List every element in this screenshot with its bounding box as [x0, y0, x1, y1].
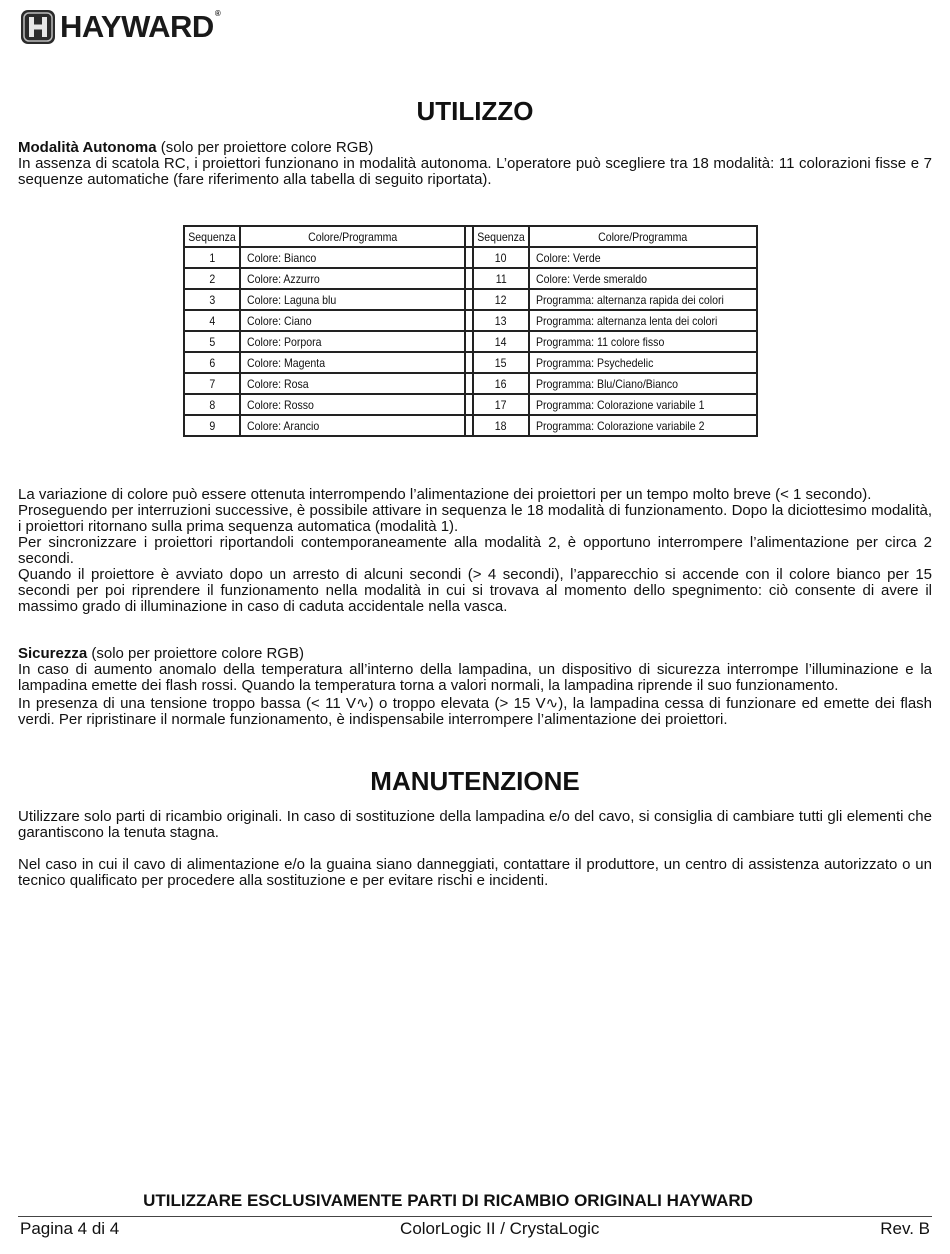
table-gap-cell	[465, 226, 473, 247]
table-row	[184, 289, 757, 310]
sicurezza-heading-line	[18, 646, 932, 662]
sequence-number-cell: 11	[473, 268, 529, 289]
autonoma-text: In assenza di scatola RC, i proiettori funzionano in modalità autonoma. L’operatore può scegliere tra 18 modalità: 11 colorazioni fisse e 7 sequenze automatiche (fare riferimento alla tabella di seguito riportata).	[18, 155, 932, 188]
color-program-cell: Colore: Rosso	[240, 394, 465, 415]
color-program-cell: Programma: Blu/Ciano/Bianco	[529, 373, 756, 394]
color-program-cell: Colore: Porpora	[240, 331, 465, 352]
page-footer	[20, 1219, 930, 1239]
sequence-number-cell: 10	[473, 247, 529, 268]
table-gap-cell	[465, 394, 473, 415]
table-row	[184, 331, 757, 352]
color-program-cell: Colore: Laguna blu	[240, 289, 465, 310]
table-row	[184, 373, 757, 394]
footer-product-name: ColorLogic II / CrystaLogic	[400, 1219, 600, 1238]
table-gap-cell	[465, 352, 473, 373]
color-program-cell: Colore: Verde	[529, 247, 756, 268]
table-header-cell: Sequenza	[473, 226, 529, 247]
manutenzione-p1: Utilizzare solo parti di ricambio originali. In caso di sostituzione della lampadina e/o del cavo, si consiglia di cambiare tutti gli elementi che garantiscono la tenuta stagna.	[18, 808, 932, 841]
color-program-cell: Colore: Arancio	[240, 415, 465, 436]
sequence-number-cell: 18	[473, 415, 529, 436]
table-row	[184, 247, 757, 268]
table-gap-cell	[465, 268, 473, 289]
section-title-manutenzione: MANUTENZIONE	[370, 766, 580, 796]
color-program-cell: Programma: Colorazione variabile 1	[529, 394, 756, 415]
sequence-number-cell: 5	[184, 331, 240, 352]
brand-name: HAYWARD®	[60, 9, 221, 44]
color-program-cell: Programma: Psychedelic	[529, 352, 756, 373]
color-program-cell: Programma: Colorazione variabile 2	[529, 415, 756, 436]
sequence-number-cell: 16	[473, 373, 529, 394]
sequence-number-cell: 14	[473, 331, 529, 352]
autonoma-section	[18, 140, 932, 188]
hayward-logo-icon	[20, 9, 56, 45]
footer-page-number: Pagina 4 di 4	[20, 1219, 120, 1238]
sicurezza-section	[18, 646, 932, 728]
table-row	[184, 394, 757, 415]
sicurezza-p2: In presenza di una tensione troppo bassa (< 11 V∿) o troppo elevata (> 15 V∿), la lampadina cessa di funzionare ed emette dei flash verdi. Per ripristinare il normale funzionamento, è indispensabile interrompere l’alimentazione dei proiettori.	[18, 695, 932, 728]
sicurezza-heading: Sicurezza	[18, 645, 88, 662]
color-program-cell: Colore: Verde smeraldo	[529, 268, 756, 289]
manutenzione-section	[18, 809, 932, 889]
table-row	[184, 352, 757, 373]
sequence-number-cell: 7	[184, 373, 240, 394]
sequence-number-cell: 12	[473, 289, 529, 310]
footer-revision: Rev. B	[880, 1219, 930, 1238]
color-program-cell: Colore: Ciano	[240, 310, 465, 331]
table-gap-cell	[465, 331, 473, 352]
sequence-number-cell: 8	[184, 394, 240, 415]
sequence-number-cell: 4	[184, 310, 240, 331]
sequence-number-cell: 9	[184, 415, 240, 436]
sequence-number-cell: 3	[184, 289, 240, 310]
sicurezza-heading-note: (solo per proiettore colore RGB)	[87, 645, 304, 662]
table-gap-cell	[465, 247, 473, 268]
variazione-p3: Per sincronizzare i proiettori riportandoli contemporaneamente alla modalità 2, è opportuno interrompere l’alimentazione per circa 2 secondi.	[18, 534, 932, 567]
sicurezza-p1: In caso di aumento anomalo della temperatura all’interno della lampadina, un dispositivo di sicurezza interrompe l’illuminazione e la lampadina emette dei flash rossi. Quando la temperatura torna a valori normali, la lampadina riprende il suo funzionamento.	[18, 661, 932, 694]
table-gap-cell	[465, 415, 473, 436]
autonoma-heading-line	[18, 140, 932, 156]
autonoma-heading: Modalità Autonoma	[18, 139, 157, 156]
variazione-p4: Quando il proiettore è avviato dopo un arresto di alcuni secondi (> 4 secondi), l’apparecchio si accende con il colore bianco per 15 secondi per poi riprendere il funzionamento nella modalità in cui si trovava al momento dello spegnimento: ciò consente di avere il massimo grado di illuminazione in caso di caduta accidentale nella vasca.	[18, 566, 932, 615]
color-program-cell: Programma: 11 colore fisso	[529, 331, 756, 352]
table-row	[184, 415, 757, 436]
table-header-cell: Colore/Programma	[240, 226, 465, 247]
sequence-number-cell: 1	[184, 247, 240, 268]
table-gap-cell	[465, 373, 473, 394]
color-program-cell: Colore: Magenta	[240, 352, 465, 373]
sequence-number-cell: 2	[184, 268, 240, 289]
hayward-logo	[20, 9, 220, 45]
color-program-cell: Programma: alternanza lenta dei colori	[529, 310, 756, 331]
sequence-table	[183, 225, 758, 437]
section-title-utilizzo: UTILIZZO	[416, 96, 534, 126]
color-program-cell: Colore: Bianco	[240, 247, 465, 268]
footer-notice: UTILIZZARE ESCLUSIVAMENTE PARTI DI RICAMBIO ORIGINALI HAYWARD	[143, 1191, 753, 1210]
table-header-row	[184, 226, 757, 247]
sequence-number-cell: 17	[473, 394, 529, 415]
color-program-cell: Colore: Rosa	[240, 373, 465, 394]
color-program-cell: Colore: Azzurro	[240, 268, 465, 289]
variazione-section	[18, 487, 932, 615]
variazione-p1: La variazione di colore può essere ottenuta interrompendo l’alimentazione dei proiettori per un tempo molto breve (< 1 secondo).	[18, 486, 872, 503]
sequence-number-cell: 13	[473, 310, 529, 331]
footer-divider	[18, 1216, 932, 1217]
variazione-p2: Proseguendo per interruzioni successive, è possibile attivare in sequenza le 18 modalità di funzionamento. Dopo la diciottesimo modalità, i proiettori ritornano sulla prima sequenza automatica (modalità 1).	[18, 502, 932, 535]
registered-mark: ®	[214, 9, 221, 18]
manutenzione-p2: Nel caso in cui il cavo di alimentazione e/o la guaina siano danneggiati, contattare il produttore, un centro di assistenza autorizzato o un tecnico qualificato per procedere alla sostituzione e per evitare rischi e incidenti.	[18, 856, 932, 889]
table-gap-cell	[465, 310, 473, 331]
sequence-number-cell: 15	[473, 352, 529, 373]
table-row	[184, 268, 757, 289]
sequence-number-cell: 6	[184, 352, 240, 373]
table-header-cell: Sequenza	[184, 226, 240, 247]
autonoma-heading-note: (solo per proiettore colore RGB)	[156, 139, 374, 156]
table-header-cell: Colore/Programma	[529, 226, 756, 247]
table-row	[184, 310, 757, 331]
table-gap-cell	[465, 289, 473, 310]
color-program-cell: Programma: alternanza rapida dei colori	[529, 289, 756, 310]
